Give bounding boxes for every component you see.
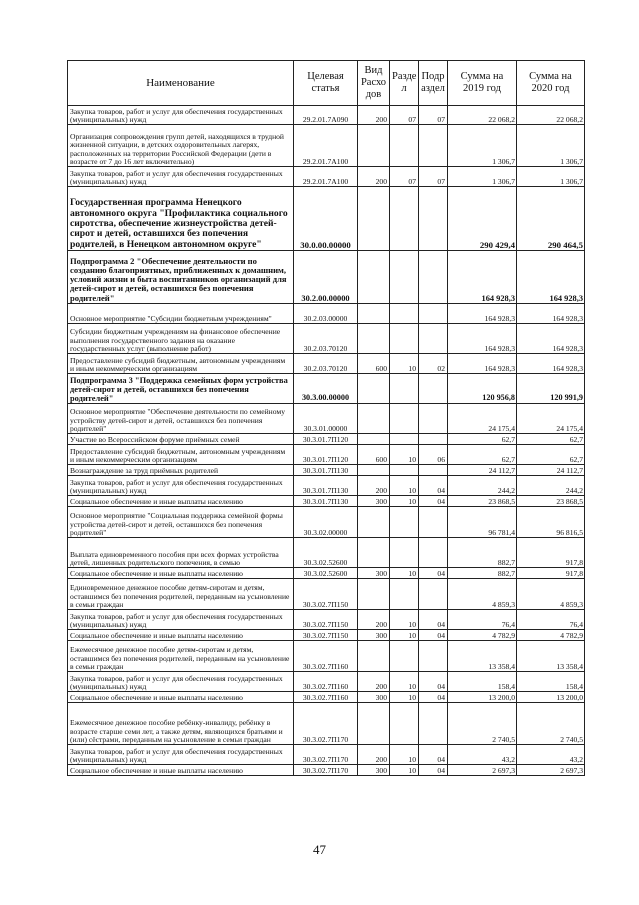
row-target-article: 30.3.02.7П170 [294, 745, 358, 765]
row-sum-2019: 120 956,8 [448, 374, 517, 404]
header-subsection: Подр аздел [419, 61, 448, 106]
row-name: Закупка товаров, работ и услуг для обеспечения государственных (муниципальных) нужд [68, 476, 294, 496]
row-section [390, 125, 419, 167]
row-expense-type: 200 [358, 106, 390, 125]
row-sum-2020: 13 200,0 [517, 692, 585, 703]
row-sum-2020: 96 816,5 [517, 507, 585, 538]
header-sum-2020: Сумма на 2020 год [517, 61, 585, 106]
row-sum-2019: 24 175,4 [448, 404, 517, 434]
row-section: 10 [390, 745, 419, 765]
row-subsection: 04 [419, 692, 448, 703]
row-subsection [419, 324, 448, 354]
page-number: 47 [313, 842, 326, 857]
row-name: Социальное обеспечение и иные выплаты населению [68, 765, 294, 776]
row-target-article: 30.3.02.00000 [294, 507, 358, 538]
row-section [390, 324, 419, 354]
row-sum-2020: 158,4 [517, 672, 585, 692]
row-subsection [419, 538, 448, 568]
row-sum-2019: 43,2 [448, 745, 517, 765]
row-expense-type [358, 465, 390, 476]
row-sum-2019: 13 358,4 [448, 641, 517, 672]
row-name: Подпрограмма 3 "Поддержка семейных форм устройства детей-сирот и детей, оставшихся без попечения родителей" [68, 374, 294, 404]
row-section [390, 304, 419, 324]
table-row [68, 579, 585, 610]
row-target-article: 29.2.01.7А090 [294, 106, 358, 125]
row-subsection: 04 [419, 745, 448, 765]
row-subsection [419, 304, 448, 324]
row-expense-type [358, 304, 390, 324]
row-expense-type [358, 434, 390, 445]
table-row [68, 445, 585, 465]
row-expense-type: 200 [358, 167, 390, 187]
row-name: Организация сопровождения групп детей, находящихся в трудной жизненной ситуации, в детских оздоровительных лагерях, расположенных на территории Российской Федерации (дети в возрасте от 7 до 16 лет включительно) [68, 125, 294, 167]
row-name: Закупка товаров, работ и услуг для обеспечения государственных (муниципальных) нужд [68, 106, 294, 125]
row-sum-2020: 24 175,4 [517, 404, 585, 434]
table-row [68, 630, 585, 641]
row-expense-type: 300 [358, 496, 390, 507]
row-section: 10 [390, 630, 419, 641]
row-sum-2020: 43,2 [517, 745, 585, 765]
row-subsection [419, 703, 448, 745]
header-expense-type: Вид Расхо дов [358, 61, 390, 106]
row-subsection [419, 187, 448, 251]
table-row [68, 496, 585, 507]
row-sum-2019: 62,7 [448, 445, 517, 465]
table-row [68, 692, 585, 703]
row-section [390, 579, 419, 610]
row-expense-type: 200 [358, 476, 390, 496]
table-row [68, 187, 585, 251]
row-sum-2019: 76,4 [448, 610, 517, 630]
row-subsection: 04 [419, 672, 448, 692]
row-subsection [419, 579, 448, 610]
row-name: Закупка товаров, работ и услуг для обеспечения государственных (муниципальных) нужд [68, 610, 294, 630]
header-row [68, 61, 585, 106]
row-section: 10 [390, 496, 419, 507]
row-target-article: 30.3.02.7П160 [294, 641, 358, 672]
row-subsection: 04 [419, 630, 448, 641]
row-name: Ежемесячное денежное пособие ребёнку-инвалиду, ребёнку в возрасте старше семи лет, а также детям, являющихся братьями и (или) сёстрами, переданным на усыновление в семьи граждан [68, 703, 294, 745]
row-sum-2020: 164 928,3 [517, 304, 585, 324]
row-subsection: 07 [419, 106, 448, 125]
row-sum-2019: 1 306,7 [448, 167, 517, 187]
row-sum-2019: 164 928,3 [448, 251, 517, 304]
row-expense-type [358, 187, 390, 251]
row-sum-2019: 1 306,7 [448, 125, 517, 167]
row-name: Закупка товаров, работ и услуг для обеспечения государственных (муниципальных) нужд [68, 167, 294, 187]
row-name: Социальное обеспечение и иные выплаты населению [68, 692, 294, 703]
row-target-article: 30.3.01.7П130 [294, 496, 358, 507]
row-name: Субсидии бюджетным учреждениям на финансовое обеспечение выполнения государственного задания на оказание государственных услуг (выполнение работ) [68, 324, 294, 354]
row-subsection [419, 404, 448, 434]
row-sum-2019: 23 868,5 [448, 496, 517, 507]
row-sum-2020: 2 740,5 [517, 703, 585, 745]
row-sum-2020: 24 112,7 [517, 465, 585, 476]
row-target-article: 30.2.03.70120 [294, 324, 358, 354]
table-row [68, 745, 585, 765]
row-sum-2019: 158,4 [448, 672, 517, 692]
table-row [68, 507, 585, 538]
row-expense-type: 200 [358, 745, 390, 765]
row-sum-2020: 917,8 [517, 568, 585, 579]
row-expense-type [358, 703, 390, 745]
row-name: Социальное обеспечение и иные выплаты населению [68, 568, 294, 579]
table-row [68, 641, 585, 672]
row-sum-2020: 2 697,3 [517, 765, 585, 776]
row-section: 10 [390, 765, 419, 776]
row-expense-type [358, 374, 390, 404]
row-sum-2019: 4 782,9 [448, 630, 517, 641]
row-sum-2020: 13 358,4 [517, 641, 585, 672]
table-row [68, 106, 585, 125]
row-sum-2019: 24 112,7 [448, 465, 517, 476]
row-sum-2019: 96 781,4 [448, 507, 517, 538]
row-name: Выплата единовременного пособия при всех формах устройства детей, лишенных родительского попечения, в семью [68, 538, 294, 568]
row-target-article: 30.3.02.7П170 [294, 765, 358, 776]
row-target-article: 30.3.02.7П150 [294, 630, 358, 641]
table-row [68, 125, 585, 167]
row-sum-2019: 2 697,3 [448, 765, 517, 776]
row-section [390, 703, 419, 745]
row-target-article: 30.2.03.70120 [294, 354, 358, 374]
table-row [68, 167, 585, 187]
row-sum-2019: 2 740,5 [448, 703, 517, 745]
row-name: Участие во Всероссийском форуме приёмных семей [68, 434, 294, 445]
row-section [390, 507, 419, 538]
row-expense-type: 300 [358, 765, 390, 776]
row-name: Социальное обеспечение и иные выплаты населению [68, 496, 294, 507]
row-target-article: 30.3.00.00000 [294, 374, 358, 404]
row-name: Основное мероприятие "Обеспечение деятельности по семейному устройству детей-сирот и детей, оставшихся без попечения родителей" [68, 404, 294, 434]
row-name: Основное мероприятие "Социальная поддержка семейной формы устройства детей-сирот и детей, оставшихся без попечения родителей" [68, 507, 294, 538]
row-subsection [419, 251, 448, 304]
row-subsection: 04 [419, 610, 448, 630]
row-sum-2020: 120 991,9 [517, 374, 585, 404]
row-target-article: 30.3.01.7П130 [294, 465, 358, 476]
table-row [68, 324, 585, 354]
row-section: 07 [390, 106, 419, 125]
row-expense-type [358, 251, 390, 304]
row-sum-2019: 882,7 [448, 538, 517, 568]
header-target-article: Целевая статья [294, 61, 358, 106]
row-section: 10 [390, 672, 419, 692]
row-subsection [419, 434, 448, 445]
table-row [68, 404, 585, 434]
row-expense-type [358, 125, 390, 167]
row-section [390, 434, 419, 445]
row-section: 10 [390, 568, 419, 579]
row-sum-2020: 290 464,5 [517, 187, 585, 251]
row-sum-2020: 23 868,5 [517, 496, 585, 507]
row-sum-2020: 1 306,7 [517, 125, 585, 167]
row-expense-type: 300 [358, 630, 390, 641]
row-expense-type: 600 [358, 354, 390, 374]
table-row [68, 251, 585, 304]
header-section: Разде л [390, 61, 419, 106]
row-sum-2019: 290 429,4 [448, 187, 517, 251]
row-target-article: 30.3.02.7П160 [294, 692, 358, 703]
row-sum-2019: 882,7 [448, 568, 517, 579]
row-expense-type: 600 [358, 445, 390, 465]
row-name: Предоставление субсидий бюджетным, автономным учреждениям и иным некоммерческим организациям [68, 445, 294, 465]
row-expense-type [358, 579, 390, 610]
table-row [68, 354, 585, 374]
row-name: Закупка товаров, работ и услуг для обеспечения государственных (муниципальных) нужд [68, 672, 294, 692]
row-target-article: 30.2.03.00000 [294, 304, 358, 324]
row-section [390, 641, 419, 672]
header-name: Наименование [68, 61, 294, 106]
row-subsection [419, 465, 448, 476]
row-sum-2020: 76,4 [517, 610, 585, 630]
row-expense-type [358, 507, 390, 538]
row-sum-2020: 62,7 [517, 434, 585, 445]
row-target-article: 30.3.02.7П150 [294, 579, 358, 610]
row-subsection [419, 374, 448, 404]
row-subsection: 04 [419, 568, 448, 579]
row-expense-type: 200 [358, 610, 390, 630]
row-target-article: 29.2.01.7А100 [294, 125, 358, 167]
row-section [390, 465, 419, 476]
row-target-article: 29.2.01.7А100 [294, 167, 358, 187]
row-subsection [419, 125, 448, 167]
row-target-article: 30.3.02.52600 [294, 538, 358, 568]
table-row [68, 304, 585, 324]
row-target-article: 30.3.01.7П120 [294, 434, 358, 445]
row-sum-2019: 164 928,3 [448, 324, 517, 354]
row-section [390, 187, 419, 251]
row-sum-2020: 244,2 [517, 476, 585, 496]
row-section [390, 538, 419, 568]
row-sum-2019: 62,7 [448, 434, 517, 445]
row-name: Социальное обеспечение и иные выплаты населению [68, 630, 294, 641]
table-row [68, 434, 585, 445]
row-target-article: 30.2.00.00000 [294, 251, 358, 304]
row-expense-type [358, 641, 390, 672]
table-row [68, 538, 585, 568]
row-sum-2020: 4 859,3 [517, 579, 585, 610]
row-name: Единовременное денежное пособие детям-сиротам и детям, оставшимся без попечения родителей, переданным на усыновление в семьи граждан [68, 579, 294, 610]
row-subsection: 04 [419, 496, 448, 507]
row-target-article: 30.3.01.00000 [294, 404, 358, 434]
row-sum-2020: 164 928,3 [517, 251, 585, 304]
budget-table [67, 60, 585, 776]
row-sum-2020: 164 928,3 [517, 324, 585, 354]
row-target-article: 30.3.02.7П170 [294, 703, 358, 745]
table-row [68, 610, 585, 630]
row-target-article: 30.3.02.7П150 [294, 610, 358, 630]
table-row [68, 374, 585, 404]
row-sum-2020: 22 068,2 [517, 106, 585, 125]
row-subsection: 04 [419, 476, 448, 496]
row-section [390, 374, 419, 404]
row-target-article: 30.3.02.7П160 [294, 672, 358, 692]
row-subsection: 06 [419, 445, 448, 465]
row-sum-2020: 1 306,7 [517, 167, 585, 187]
row-section: 10 [390, 692, 419, 703]
table-row [68, 703, 585, 745]
row-target-article: 30.3.01.7П130 [294, 476, 358, 496]
row-name: Государственная программа Ненецкого автономного округа "Профилактика социального сиротства, обеспечение жизнеустройства детей-сирот и детей, оставшихся без попечения родителей, в Ненецком автономном округе" [68, 187, 294, 251]
header-sum-2019: Сумма на 2019 год [448, 61, 517, 106]
row-section [390, 251, 419, 304]
row-subsection: 07 [419, 167, 448, 187]
row-expense-type [358, 538, 390, 568]
row-expense-type: 300 [358, 692, 390, 703]
row-subsection: 02 [419, 354, 448, 374]
row-subsection [419, 507, 448, 538]
row-expense-type [358, 404, 390, 434]
row-name: Подпрограмма 2 "Обеспечение деятельности по созданию благоприятных, приближенных к домашним, условий жизни и быта воспитанников организаций для детей-сирот и детей, оставшихся без попечения родителей" [68, 251, 294, 304]
row-name: Ежемесячное денежное пособие детям-сиротам и детям, оставшимся без попечения родителей, переданным на усыновление в семьи граждан [68, 641, 294, 672]
table-row [68, 765, 585, 776]
table-row [68, 672, 585, 692]
row-sum-2019: 164 928,3 [448, 354, 517, 374]
row-sum-2020: 917,8 [517, 538, 585, 568]
row-target-article: 30.3.01.7П120 [294, 445, 358, 465]
table-row [68, 568, 585, 579]
row-sum-2020: 164 928,3 [517, 354, 585, 374]
row-expense-type: 200 [358, 672, 390, 692]
row-sum-2019: 13 200,0 [448, 692, 517, 703]
row-name: Закупка товаров, работ и услуг для обеспечения государственных (муниципальных) нужд [68, 745, 294, 765]
row-target-article: 30.3.02.52600 [294, 568, 358, 579]
row-section [390, 404, 419, 434]
row-name: Основное мероприятие "Субсидии бюджетным учреждениям" [68, 304, 294, 324]
row-sum-2020: 4 782,9 [517, 630, 585, 641]
row-section: 10 [390, 445, 419, 465]
row-sum-2019: 22 068,2 [448, 106, 517, 125]
row-section: 10 [390, 610, 419, 630]
row-name: Предоставление субсидий бюджетным, автономным учреждениям и иным некоммерческим организациям [68, 354, 294, 374]
row-sum-2019: 164 928,3 [448, 304, 517, 324]
row-expense-type [358, 324, 390, 354]
row-expense-type: 300 [358, 568, 390, 579]
row-target-article: 30.0.00.00000 [294, 187, 358, 251]
row-sum-2020: 62,7 [517, 445, 585, 465]
row-section: 10 [390, 476, 419, 496]
row-sum-2019: 244,2 [448, 476, 517, 496]
row-subsection: 04 [419, 765, 448, 776]
table-row [68, 465, 585, 476]
row-section: 10 [390, 354, 419, 374]
row-sum-2019: 4 859,3 [448, 579, 517, 610]
row-subsection [419, 641, 448, 672]
row-name: Вознаграждение за труд приёмных родителей [68, 465, 294, 476]
table-row [68, 476, 585, 496]
row-section: 07 [390, 167, 419, 187]
